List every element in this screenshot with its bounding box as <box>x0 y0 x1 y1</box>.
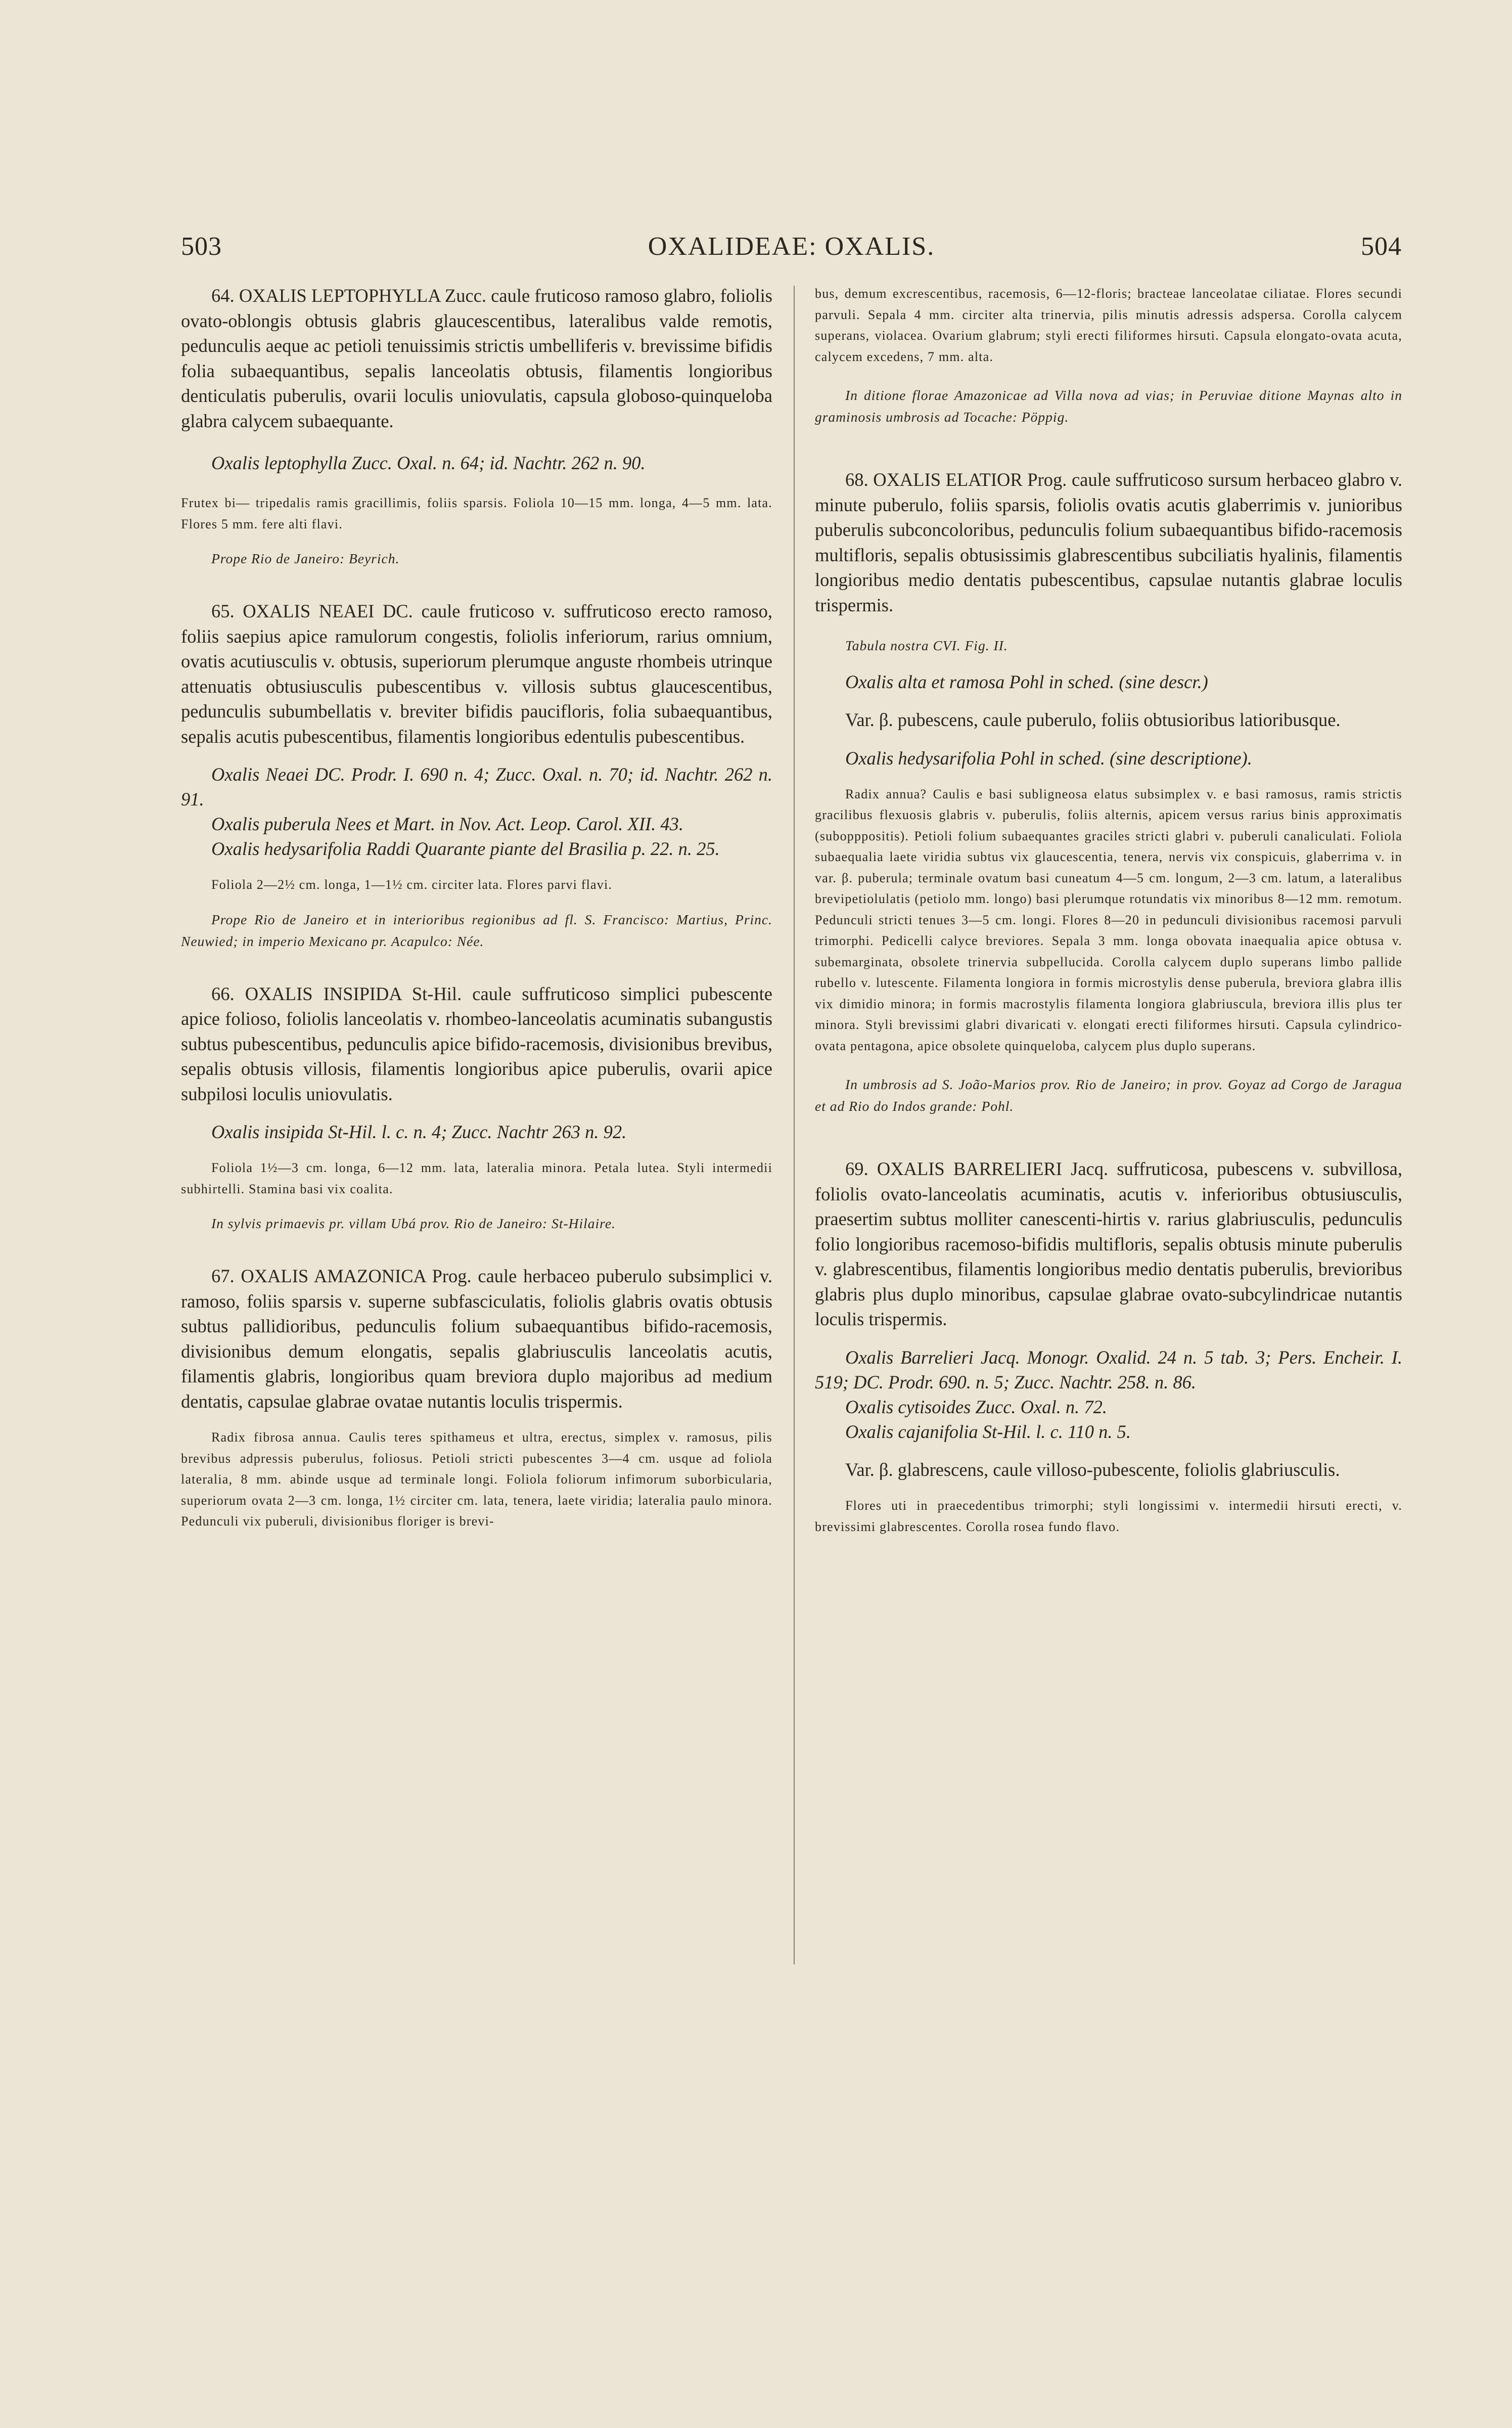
species-69-notes: Flores uti in praecedentibus trimorphi; styli longissimi v. intermedii hirsuti erecti, v. brevissimi glabrescentes. Corolla rosea fundo flavo. <box>815 1498 1402 1534</box>
species-64-locality: Prope Rio de Janeiro: Beyrich. <box>211 551 400 566</box>
column-divider <box>794 286 795 1964</box>
page-header <box>181 232 1402 267</box>
species-66-locality: In sylvis primaevis pr. villam Ubá prov. Rio de Janeiro: St-Hilaire. <box>211 1216 616 1231</box>
species-68-synonym-2: Oxalis hedysarifolia Pohl in sched. (sine descriptione). <box>845 747 1252 769</box>
species-65-synonym-2: Oxalis puberula Nees et Mart. in Nov. Act. Leop. Carol. XII. 43. <box>211 814 684 834</box>
species-67-notes-continued: bus, demum excrescentibus, racemosis, 6—12-floris; bracteae lanceolatae ciliatae. Flores secundi parvuli. Sepala 4 mm. circiter alta trinervia, pilis minutis adressis adspersa. Corolla calycem superans, violacea. Ovarium glabrum; styli erecti filiformes hirsuti. Capsula elongato-ovata acuta, calycem excedens, 7 mm. alta. <box>815 286 1402 364</box>
species-69-description: 69. OXALIS BARRELIERI Jacq. suffruticosa, pubescens v. subvillosa, foliolis ovato-lanceolatis acuminatis, acutis v. inferioribus obtusiusculis, praesertim subtus molliter canescenti-hirtis v. rarius glabriusculis, pedunculis folio longioribus racemoso-bifidis multifloris, sepalis obtusis minute puberulis v. glabrescentibus, filamentis longioribus medio dentatis puberulis, brevioribus glabris plus duplo minoribus, capsulae glabrae ovato-subcylindricae nutantis loculis trispermis. <box>815 1158 1402 1329</box>
species-68-variety: Var. β. pubescens, caule puberulo, foliis obtusioribus latioribusque. <box>845 709 1341 730</box>
species-68-description: 68. OXALIS ELATIOR Prog. caule suffruticoso sursum herbaceo glabro v. minute puberulo, foliis sparsis, foliolis ovatis acutis glaberrimis v. junioribus puberulis subconcoloribus, pedunculis folium subaequantibus bifido-racemosis multifloris, sepalis obtusissimis glabrescentibus subciliatis hyalinis, filamentis longioribus medio dentatis pubescentibus, capsulae nutantis glabrae loculis trispermis. <box>815 469 1402 615</box>
species-64-description: 64. OXALIS LEPTOPHYLLA Zucc. caule fruticoso ramoso glabro, foliolis ovato-oblongis obtusis glabris glaucescentibus, lateralibus valde remotis, pedunculis aeque ac petioli tenuissimis strictis umbelliferis v. brevissime bifidis folia subaequantibus, sepalis lanceolatis obtusis, filamentis longioribus denticulatis puberulis, ovarii loculis uniovulatis, capsula globoso-quinqueloba glabra calycem subaequante. <box>181 285 772 431</box>
species-65-description: 65. OXALIS NEAEI DC. caule fruticoso v. suffruticoso erecto ramoso, foliis saepius apice ramulorum congestis, foliolis inferiorum, rarius omnium, ovatis acutiusculis v. obtusis, superiorum plerumque anguste rhombeis utrinque attenuatis obtusiusculis pubescentibus v. villosis subtus glaucescentibus, pedunculis subumbellatis v. breviter bifidis paucifloris, folia subaequantibus, sepalis acutis pubescentibus, filamentis longioribus edentulis pubescentibus. <box>181 601 772 747</box>
species-65-locality: Prope Rio de Janeiro et in interioribus regionibus ad fl. S. Francisco: Martius, Princ. Neuwied; in imperio Mexicano pr. Acapulco: Née. <box>181 911 772 949</box>
species-68-locality: In umbrosis ad S. João-Marios prov. Rio de Janeiro; in prov. Goyaz ad Corgo de Jaragua et ad Rio do Indos grande: Pohl. <box>815 1076 1402 1114</box>
species-64-notes: Frutex bi— tripedalis ramis gracillimis, foliis sparsis. Foliola 10—15 mm. longa, 4—5 mm. lata. Flores 5 mm. fere alti flavi. <box>181 496 772 531</box>
species-65-synonym-1: Oxalis Neaei DC. Prodr. I. 690 n. 4; Zucc. Oxal. n. 70; id. Nachtr. 262 n. 91. <box>181 764 772 810</box>
page-number-right: 504 <box>1361 232 1402 261</box>
species-67-locality: In ditione florae Amazonicae ad Villa nova ad vias; in Peruviae ditione Maynas alto in graminosis umbrosis ad Tocache: Pöppig. <box>815 387 1402 425</box>
species-67-notes: Radix fibrosa annua. Caulis teres spithameus et ultra, erectus, simplex v. ramosus, pilis brevibus adpressis puberulus, foliosus. Petioli stricti pubescentes 3—4 cm. usque ad foliola lateralia, 8 mm. abinde usque ad terminale longi. Foliola foliorum infimorum suborbicularia, superiorum ovata 2—3 cm. longa, 1½ circiter cm. lata, tenera, laete viridia; lateralia paulo minora. Pedunculi vix puberuli, divisionibus floriger is brevi- <box>181 1430 772 1528</box>
species-65-notes: Foliola 2—2½ cm. longa, 1—1½ cm. circiter lata. Flores parvi flavi. <box>211 877 613 892</box>
species-65-synonym-3: Oxalis hedysarifolia Raddi Quarante piante del Brasilia p. 22. n. 25. <box>211 838 720 859</box>
species-69-variety: Var. β. glabrescens, caule villoso-pubescente, foliolis glabriusculis. <box>845 1459 1340 1480</box>
left-column <box>181 283 772 1532</box>
species-69-synonym-1: Oxalis Barrelieri Jacq. Monogr. Oxalid. 24 n. 5 tab. 3; Pers. Encheir. I. 519; DC. Prodr. 690. n. 5; Zucc. Nachtr. 258. n. 86. <box>815 1346 1402 1392</box>
species-66-synonym: Oxalis insipida St-Hil. l. c. n. 4; Zucc. Nachtr 263 n. 92. <box>211 1121 627 1142</box>
species-68-plate-reference: Tabula nostra CVI. Fig. II. <box>845 638 1008 653</box>
page-number-left: 503 <box>181 232 222 261</box>
right-column <box>815 283 1402 1537</box>
species-68-synonym-1: Oxalis alta et ramosa Pohl in sched. (sine descr.) <box>845 671 1208 692</box>
running-title: OXALIDEAE: OXALIS. <box>648 232 935 261</box>
species-69-synonym-2: Oxalis cytisoides Zucc. Oxal. n. 72. <box>845 1396 1108 1417</box>
species-64-synonym: Oxalis leptophylla Zucc. Oxal. n. 64; id. Nachtr. 262 n. 90. <box>211 453 646 473</box>
species-66-description: 66. OXALIS INSIPIDA St-Hil. caule suffruticoso simplici pubescente apice folioso, foliolis lanceolatis v. rhombeo-lanceolatis acuminatis subangustis subtus pubescentibus, pedunculis apice bifido-racemosis, divisionibus brevibus, sepalis obtusis villosis, filamentis longioribus apice puberulis, ovarii apice subpilosi loculis uniovulatis. <box>181 983 772 1104</box>
species-67-description: 67. OXALIS AMAZONICA Prog. caule herbaceo puberulo subsimplici v. ramoso, foliis sparsis v. superne subfasciculatis, foliolis glabris ovatis obtusis subtus pallidioribus, pedunculis folium subaequantibus bifido-racemosis, divisionibus demum elongatis, sepalis glabriusculis lanceolatis acutis, filamentis glabris, longioribus quam breviora duplo majoribus ad medium dentatis, capsulae glabrae ovatae nutantis loculis trispermis. <box>181 1266 772 1412</box>
species-69-synonym-3: Oxalis cajanifolia St-Hil. l. c. 110 n. 5. <box>845 1421 1131 1442</box>
species-66-notes: Foliola 1½—3 cm. longa, 6—12 mm. lata, lateralia minora. Petala lutea. Styli intermedii subhirtelli. Stamina basi vix coalita. <box>181 1160 772 1196</box>
species-68-notes: Radix annua? Caulis e basi subligneosa elatus subsimplex v. e basi ramosus, ramis strictis gracilibus flexuosis glabris v. puberulis, foliis alternis, apicem versus rarius binis approximatis (subopppositis). Petioli folium subaequantes graciles stricti glabri v. puberuli canaliculati. Foliola subaequalia laete viridia subtus vix glaucescentia, tenera, nervis vix conspicuis, glaberrima v. in var. β. puberula; terminale ovatum basi cuneatum 4—5 cm. longum, 2—3 cm. latum, a lateralibus brevipetiolulatis (petiolo mm. longo) basi plerumque rotundatis vix minoribus 8—12 mm. remotum. Pedunculi stricti tenues 3—5 cm. longi. Flores 8—20 in pedunculi divisionibus racemosi parvuli trimorphi. Pedicelli calyce breviores. Sepala 3 mm. longa obovata inaequalia apice obtusa v. subemarginata, obsolete trinervia subpellucida. Corolla calycem duplo superans limbo pallide rubello v. lutescente. Filamenta longiora in formis microstylis dense puberula, breviora glabra illis vix dimidio minora; in formis macrostylis filamenta longiora glabriuscula, breviora illis plus ter minora. Styli brevissimi glabri divaricati v. elongati erecti filiformes hirsuti. Capsula cylindrico-ovata pentagona, apice obsolete quinqueloba, calycem plus duplo superans. <box>815 786 1402 1053</box>
